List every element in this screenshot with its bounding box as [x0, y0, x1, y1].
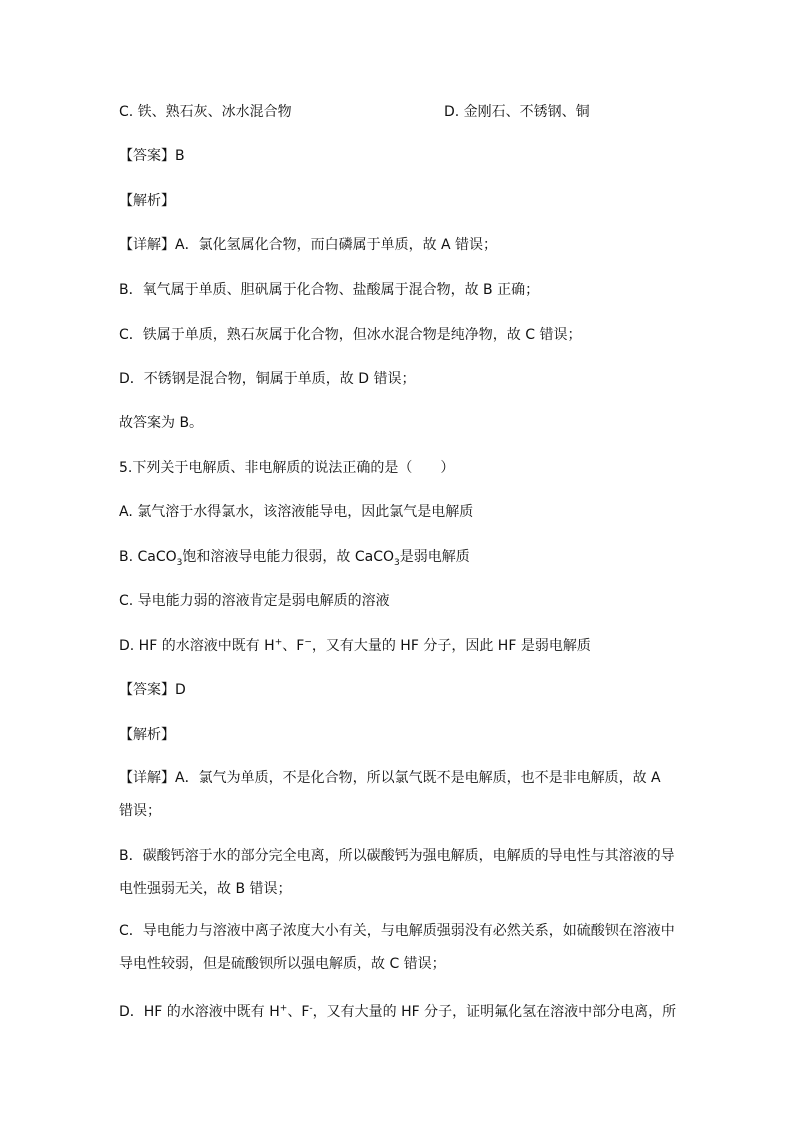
q5-option-a: A. 氯气溶于水得氯水，该溶液能导电，因此氯气是电解质 — [119, 504, 474, 520]
q5-option-b-part1: B. CaCO — [119, 549, 177, 565]
q5-detail-a: 【详解】A．氯气为单质，不是化合物，所以氯气既不是电解质，也不是非电解质，故 A 错误； — [119, 770, 661, 819]
q5-option-d-part2: 、F — [282, 638, 305, 654]
q4-option-d: D. 金刚石、不锈钢、铜 — [444, 104, 590, 120]
q5-option-b-sub1: 3 — [176, 557, 183, 568]
q4-option-c: C. 铁、熟石灰、冰水混合物 — [119, 104, 292, 120]
q5-answer: 【答案】D — [119, 682, 186, 698]
q5-detail-d — [119, 1002, 676, 1022]
q5-option-d-sup2: − — [304, 637, 312, 648]
q5-detail-d-part3: ，又有大量的 HF 分子，证明氟化氢在溶液中部分电离，所 — [312, 1004, 677, 1020]
q5-stem: 5.下列关于电解质、非电解质的说法正确的是（ ） — [119, 460, 455, 476]
q5-detail-d-sup1: + — [279, 1003, 288, 1014]
q5-option-b-part2: 饱和溶液导电能力很弱，故 CaCO — [182, 549, 394, 565]
q4-detail-c: C．铁属于单质，熟石灰属于化合物，但冰水混合物是纯净物，故 C 错误； — [119, 327, 582, 343]
q5-detail-c: C．导电能力与溶液中离子浓度大小有关，与电解质强弱没有必然关系，如硫酸钡在溶液中导电性较弱，但是硫酸钡所以强电解质，故 C 错误； — [119, 923, 675, 972]
q5-detail-d-part2: 、F — [287, 1004, 310, 1020]
q5-analysis-title: 【解析】 — [119, 727, 175, 743]
q5-option-d-sup1: + — [274, 637, 283, 648]
q4-conclusion: 故答案为 B。 — [119, 415, 204, 431]
q4-detail-d: D．不锈钢是混合物，铜属于单质，故 D 错误； — [119, 371, 416, 387]
q4-detail-a: 【详解】A．氯化氢属化合物，而白磷属于单质，故 A 错误； — [119, 237, 498, 253]
q5-option-d-part1: D. HF 的水溶液中既有 H — [119, 638, 275, 654]
q4-detail-b: B．氧气属于单质、胆矾属于化合物、盐酸属于混合物，故 B 正确； — [119, 282, 540, 298]
q4-analysis-title: 【解析】 — [119, 193, 175, 209]
q5-option-c: C. 导电能力弱的溶液肯定是弱电解质的溶液 — [119, 593, 390, 609]
q5-option-b — [119, 547, 470, 567]
q5-option-d-part3: ，又有大量的 HF 分子，因此 HF 是弱电解质 — [311, 638, 591, 654]
q5-detail-d-part1: D．HF 的水溶液中既有 H — [119, 1004, 280, 1020]
q5-detail-b: B．碳酸钙溶于水的部分完全电离，所以碳酸钙为强电解质，电解质的导电性与其溶液的导电性强弱无关，故 B 错误； — [119, 848, 675, 897]
q5-detail-d-sup2: - — [309, 1003, 313, 1014]
q5-option-d — [119, 636, 591, 656]
q4-answer: 【答案】B — [119, 148, 185, 164]
q5-option-b-sub2: 3 — [394, 557, 400, 568]
q5-option-b-part3: 是弱电解质 — [399, 549, 470, 565]
